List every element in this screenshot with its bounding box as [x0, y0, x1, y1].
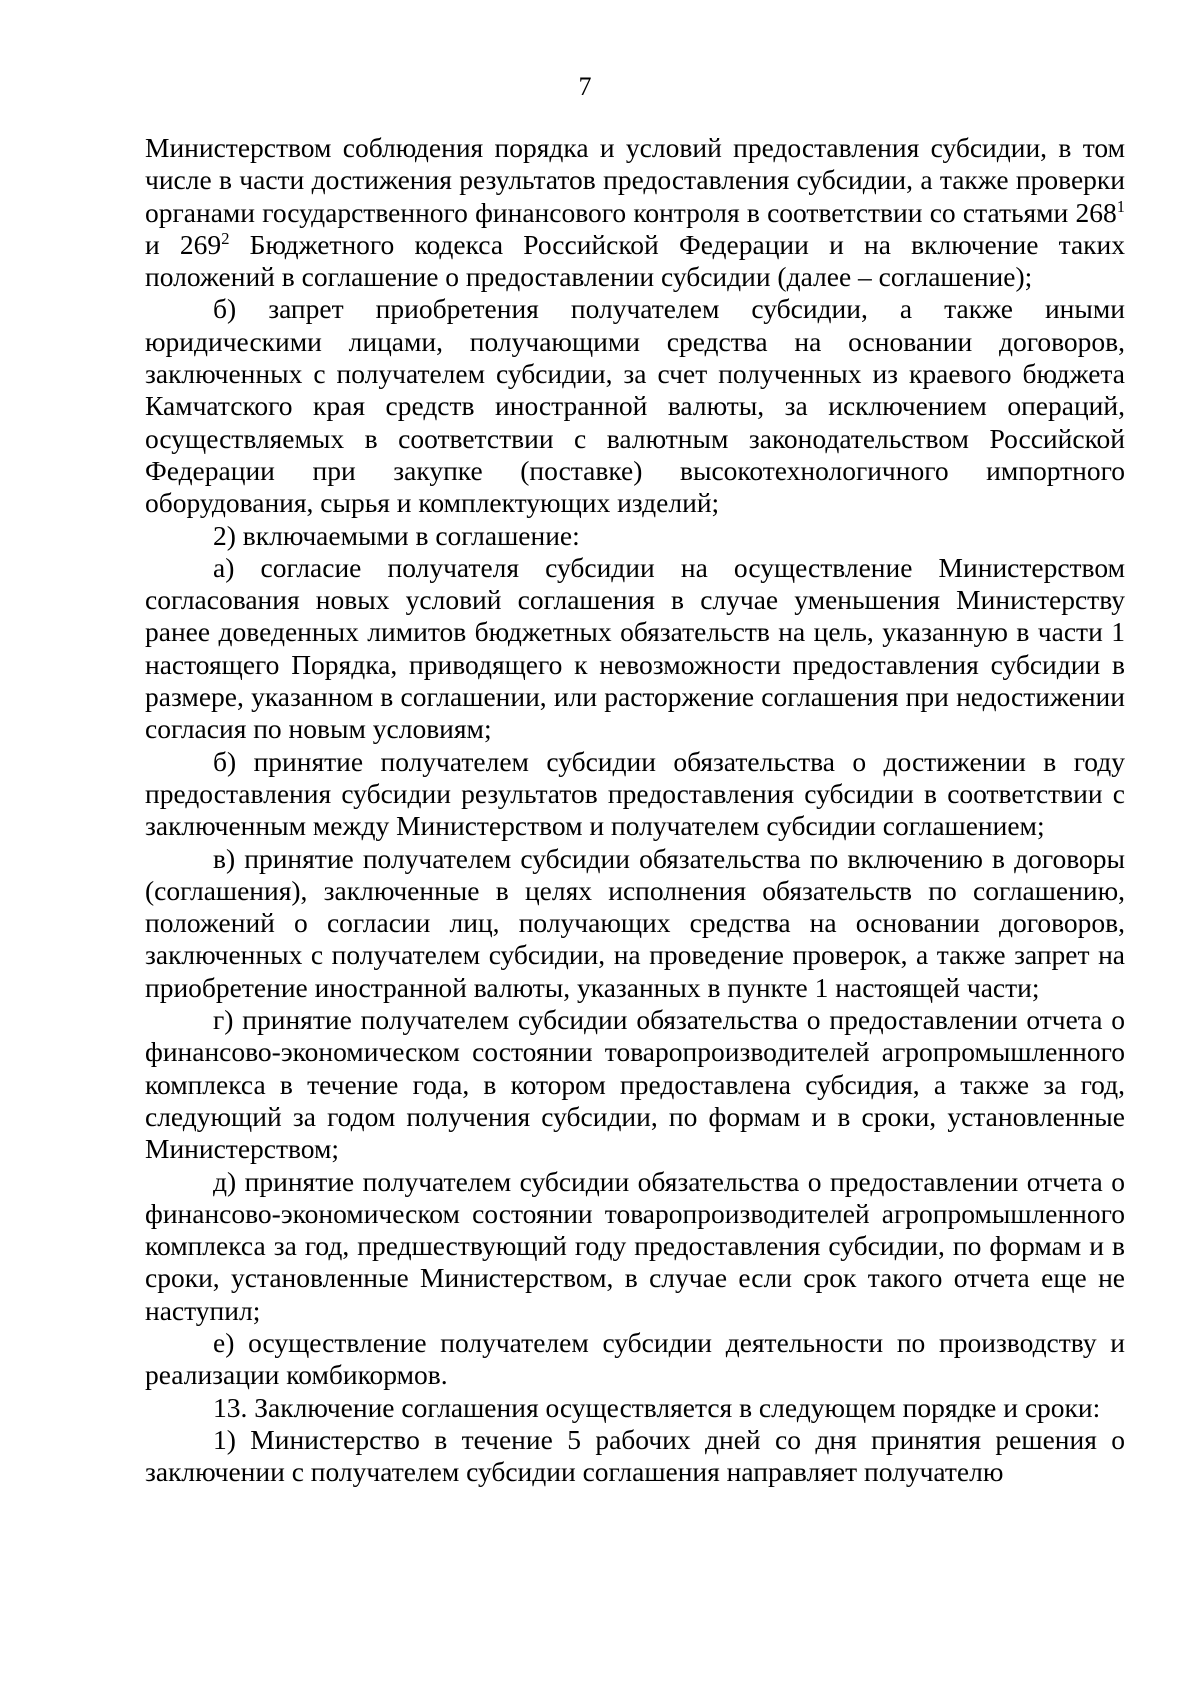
paragraph-text: 13. Заключение соглашения осуществляется в следующем порядке и сроки:: [213, 1391, 1101, 1423]
paragraph: [145, 1004, 1125, 1165]
paragraph: [145, 293, 1125, 519]
paragraph: [145, 132, 1125, 293]
paragraph-text: б) принятие получателем субсидии обязательства о достижении в году предоставления субсидии результатов предоставления субсидии в соответствии с заключенным между Министерством и получателем субсидии соглашением;: [145, 745, 1125, 842]
paragraph: [145, 746, 1125, 843]
paragraph-text: а) согласие получателя субсидии на осуществление Министерством согласования новых условий соглашения в случае уменьшения Министерству ранее доведенных лимитов бюджетных обязательств на цель, указанную в части 1 настоящего Порядка, приводящего к невозможности предоставления субсидии в размере, указанном в соглашении, или расторжение соглашения при недостижении согласия по новым условиям;: [145, 551, 1125, 745]
page-number: 7: [578, 72, 592, 101]
paragraph-text: д) принятие получателем субсидии обязательства о предоставлении отчета о финансово-экономическом состоянии товаропроизводителей агропромышленного комплекса за год, предшествующий году предоставления субсидии, по формам и в сроки, установленные Министерством, в случае если срок такого отчета еще не наступил;: [145, 1165, 1125, 1326]
paragraph-text: г) принятие получателем субсидии обязательства о предоставлении отчета о финансово-экономическом состоянии товаропроизводителей агропромышленного комплекса в течение года, в котором предоставлена субсидия, а также за год, следующий за годом получения субсидии, по формам и в сроки, установленные Министерством;: [145, 1004, 1125, 1165]
paragraph-text: в) принятие получателем субсидии обязательства по включению в договоры (соглашения), заключенные в целях исполнения обязательств по соглашению, положений о согласии лиц, получающих средства на основании договоров, заключенных с получателем субсидии, на проведение проверок, а также запрет на приобретение иностранной валюты, указанных в пункте 1 настоящей части;: [145, 842, 1125, 1003]
paragraph: [145, 1166, 1125, 1327]
paragraph-text: е) осуществление получателем субсидии деятельности по производству и реализации комбикормов.: [145, 1326, 1125, 1391]
document-body: [145, 132, 1125, 1488]
paragraph: [145, 843, 1125, 1004]
paragraph: [145, 552, 1125, 746]
paragraph-text: и 269: [145, 228, 222, 260]
paragraph-text: 2) включаемыми в соглашение:: [213, 519, 580, 551]
footnote-superscript: 1: [1116, 196, 1125, 216]
paragraph-text: 1) Министерство в течение 5 рабочих дней со дня принятия решения о заключении с получателем субсидии соглашения направляет получателю: [145, 1423, 1125, 1488]
footnote-superscript: 2: [221, 228, 230, 248]
paragraph: [145, 1424, 1125, 1489]
paragraph: [145, 520, 1125, 552]
paragraph-text: Бюджетного кодекса Российской Федерации и на включение таких положений в соглашение о предоставлении субсидии (далее – соглашение);: [145, 228, 1125, 293]
paragraph: [145, 1327, 1125, 1392]
paragraph: [145, 1392, 1125, 1424]
paragraph-text: б) запрет приобретения получателем субсидии, а также иными юридическими лицами, получающими средства на основании договоров, заключенных с получателем субсидии, за счет полученных из краевого бюджета Камчатского края средств иностранной валюты, за исключением операций, осуществляемых в соответствии с валютным законодательством Российской Федерации при закупке (поставке) высокотехнологичного импортного оборудования, сырья и комплектующих изделий;: [145, 293, 1125, 519]
paragraph-text: Министерством соблюдения порядка и условий предоставления субсидии, в том числе в части достижения результатов предоставления субсидии, а также проверки органами государственного финансового контроля в соответствии со статьями 268: [145, 132, 1125, 228]
